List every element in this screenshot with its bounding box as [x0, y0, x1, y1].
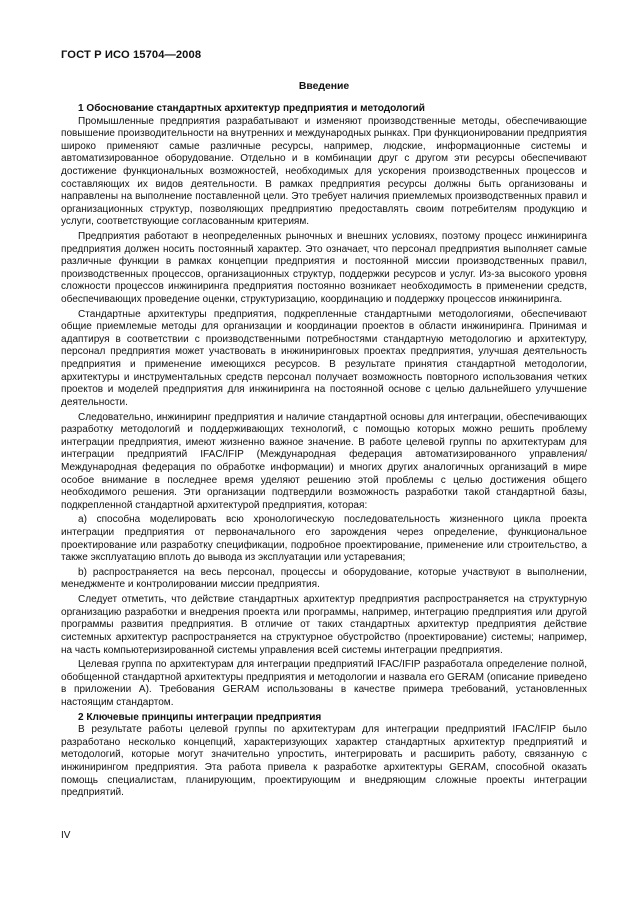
paragraph: Стандартные архитектуры предприятия, подкрепленные стандартными методологиями, обеспечивают общие приемлемые методы для организации и координации проектов в области инжиниринга. Принимая и адаптируя в соответствии с производственными потребностями стандартную методологию и архитектуру, персонал предприятия может участвовать в инжиниринговых проектах предприятия, улучшая деятельность предприятия и применение имеющихся ресурсов. В результате принятия стандартной методологии, архитектуры и инструментальных средств персонал получает возможность повторного использования четких проектов и моделей предприятия для инжиниринга на постоянной основе с целью дальнейшего улучшение деятельности. — [61, 308, 587, 408]
paragraph: Промышленные предприятия разрабатывают и изменяют производственные методы, обеспечивающие повышение производительности на внутренних и международных рынках. При функционировании предприятия широко применяют самые различные ресурсы, например, людские, информационные системы и автоматизированное оборудование. Отдельно и в комбинации друг с другом эти ресурсы обеспечивают достижение функциональных возможностей, необходимых для ускорения производственных процессов и составляющих их видов деятельности. В рамках предприятия ресурсы должны быть организованы и направлены на выполнение поставленной цели. Это требует наличия приемлемых производственных правил и организационных структур, позволяющих предприятию предоставлять своим потребителям продукцию и услуги, соответствующие согласованным критериям. — [61, 115, 587, 228]
section-title: Введение — [298, 81, 350, 92]
list-item-b: b) распространяется на весь персонал, процессы и оборудование, которые участвуют в выполнении, менеджменте и контролировании миссии предприятия. — [61, 566, 587, 591]
paragraph: В результате работы целевой группы по архитектурам для интеграции предприятий IFAC/IFIP было разработано несколько концепций, характеризующих характер стандартных архитектур предприятий и методологий, которые могут значительно упростить, интегрировать и расширить работу, связанную с инжинирингом предприятия. Эта работа привела к разработке архитектуры GERAM, способной оказать помощь специалистам, планирующим, проектирующим и внедряющим сложные проекты интеграции предприятий. — [61, 724, 587, 799]
paragraph: Целевая группа по архитектурам для интеграции предприятий IFAC/IFIP разработала определение полной, обобщенной стандартной архитектуры предприятия и методологии и назвала его GERAM (описание приведено в приложении А). Требования GERAM использованы в качестве примера требований, установленных настоящим стандартом. — [61, 659, 587, 708]
paragraph: Следует отметить, что действие стандартных архитектур предприятия распространяется на структурную организацию разработки и внедрения проекта или программы, например, интеграцию предприятия или другой программы развития предприятия. В отличие от таких стандартных архитектур предприятия действие системных архитектур распространяется на структурное обустройство (проектирование) системы; например, на часть компьютеризированной системы управления всей системы интеграции предприятия. — [61, 594, 587, 656]
section-2-heading: 2 Ключевые принципы интеграции предприятия — [78, 711, 322, 723]
page-number: IV — [61, 830, 71, 841]
document-code-header: ГОСТ Р ИСО 15704—2008 — [61, 49, 202, 61]
section-1-heading: 1 Обоснование стандартных архитектур предприятия и методологий — [78, 103, 425, 114]
document-body — [61, 103, 587, 802]
paragraph: Следовательно, инжиниринг предприятия и наличие стандартной основы для интеграции, обеспечивающих разработку методологий и поддерживающих технологий, с помощью которых можно решить проблему интеграции предприятия, имеют жизненно важное значение. В работе целевой группы по архитектурам для интеграции предприятий IFAC/IFIP (Международная федерация автоматизированного управления/Международная федерация по обработке информации) и многих других аналогичных организаций в мире особое внимание в последнее время уделяют решению этой проблемы с целью достижения общего необходимого решения. Эти организации подтвердили возможность разработки такой стандартной базы, подкрепленной стандартной архитектурой предприятия, которая: — [61, 411, 587, 511]
list-item-a: а) способна моделировать всю хронологическую последовательность жизненного цикла проекта интеграции предприятия от первоначального его зарождения через определение, функциональное проектирование или разработку спецификации, подробное проектирование, применение или строительство, а также эксплуатацию вплоть до вывода из эксплуатации или устаревания; — [61, 514, 587, 564]
paragraph: Предприятия работают в неопределенных рыночных и внешних условиях, поэтому процесс инжиниринга предприятия должен носить постоянный характер. Это означает, что персонал предприятия выполняет самые различные функции в рамках концепции предприятия и постоянной миссии производственных правил, производственных процессов, организационных структур, поддержки ресурсов и услуг. Из-за высокого уровня сложности процессов инжиниринга предприятия постоянно возникает необходимость в применении средств, обеспечивающих проведение оценки, структуризацию, координацию и поддержку процессов инжиниринга. — [61, 231, 587, 305]
